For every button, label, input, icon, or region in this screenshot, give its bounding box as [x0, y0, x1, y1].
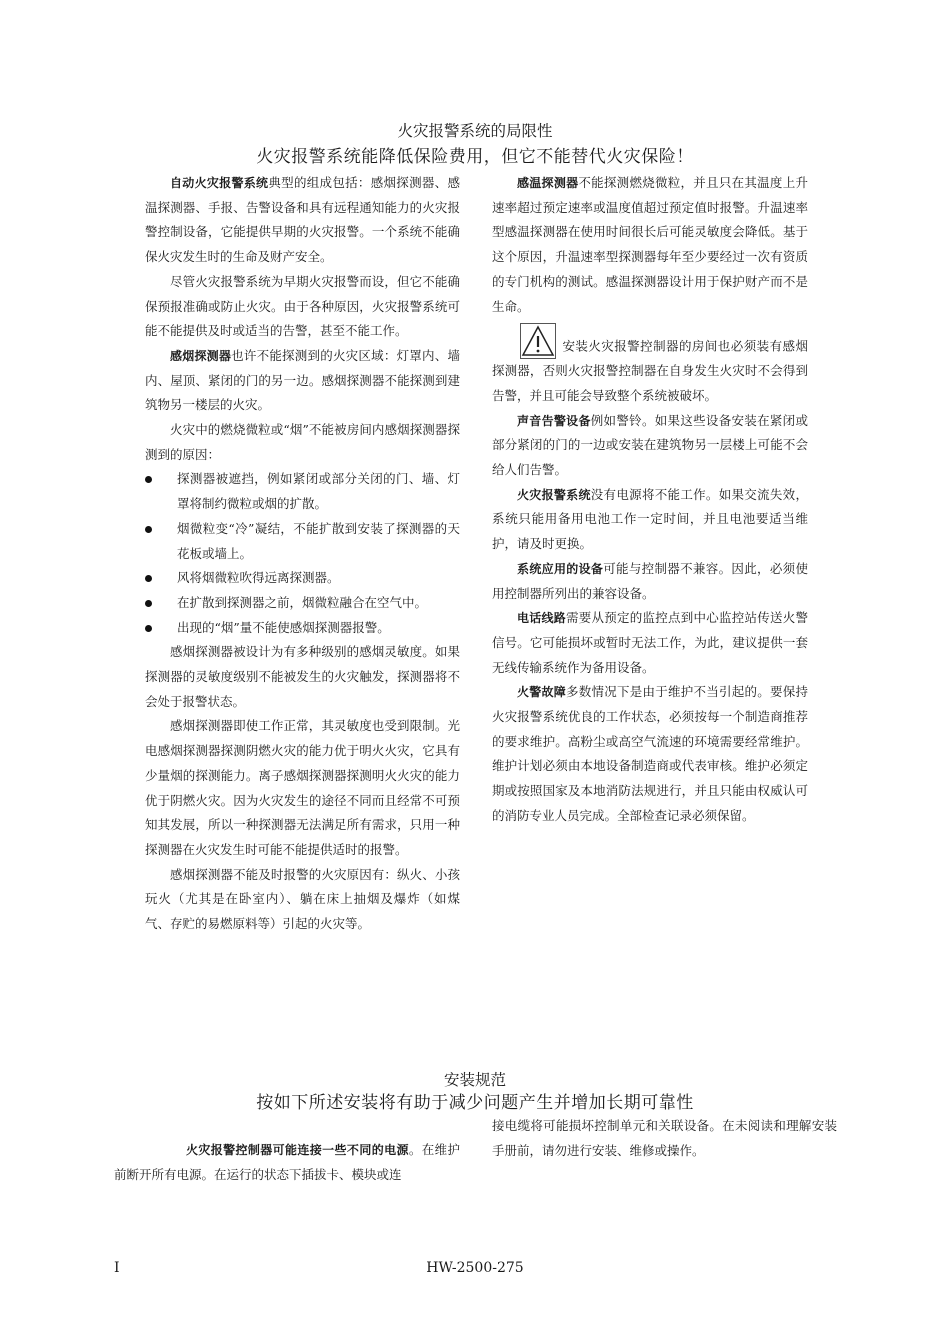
- paragraph-power: [492, 483, 808, 557]
- right-column: [492, 171, 808, 829]
- paragraph-text: 典型的组成包括：感烟探测器、感温探测器、手报、告警设备和具有远程通知能力的火灾报警控制设备，它能提供早期的火灾报警。一个系统不能确保火灾发生时的生命及财产安全。: [145, 175, 460, 265]
- list-item-text: 在扩散到探测器之前，烟微粒融合在空气中。: [177, 594, 428, 610]
- bold-term: 声音告警设备: [517, 413, 591, 428]
- section-title-installation: 安装规范: [443, 1071, 506, 1089]
- paragraph-sensitivity: 感烟探测器被设计为有多种级别的感烟灵敏度。如果探测器的灵敏度级别不能被发生的火灾触发，探测器将不会处于报警状态。: [145, 644, 460, 709]
- bullet-icon: [145, 575, 152, 582]
- bullet-icon: [145, 600, 152, 607]
- paragraph-audible-devices: [492, 409, 808, 483]
- section-subtitle-insurance: 火灾报警系统能降低保险费用，但它不能替代火灾保险！: [256, 147, 694, 167]
- paragraph-fire-causes: 感烟探测器不能及时报警的火灾原因有：纵火、小孩玩火（尤其是在卧室内）、躺在床上抽烟及爆炸（如煤气、存贮的易燃原料等）引起的火灾等。: [145, 866, 460, 932]
- reasons-list: [145, 467, 460, 640]
- paragraph-power-sources: [114, 1138, 460, 1187]
- paragraph-text: 不能探测燃烧微粒，并且只在其温度上升速率超过预定速率或温度值超过预定值时报警。升温速率型感温探测器在使用时间很长后可能灵敏度会降低。基于这个原因，升温速率型探测器每年至少要经过一次有资质的专门机构的测试。感温探测器设计用于保护财产而不是生命。: [492, 175, 808, 314]
- paragraph-phone-lines: [492, 606, 808, 680]
- bold-term: 电话线路: [517, 611, 566, 626]
- bold-term: 自动火灾报警系统: [170, 176, 269, 190]
- installation-left-column: [114, 1138, 460, 1187]
- warning-text: 安装火灾报警控制器的房间也必须装有感烟探测器，否则火灾报警控制器在自身发生火灾时不会得到告警，并且可能会导致整个系统被破坏。: [492, 338, 808, 403]
- paragraph-text: 例如警铃。如果这些设备安装在紧闭或部分紧闭的门的一边或安装在建筑物另一层楼上可能不会给人们告警。: [492, 412, 808, 478]
- paragraph-smoke-reasons-intro: 火灾中的燃烧微粒或“烟”不能被房间内感烟探测器探测到的原因：: [145, 422, 460, 462]
- list-item: [145, 591, 460, 616]
- list-item: [145, 517, 460, 566]
- paragraph-fire-faults: [492, 680, 808, 828]
- list-item-text: 烟微粒变“冷”凝结，不能扩散到安装了探测器的天花板或墙上。: [177, 520, 460, 561]
- paragraph-no-guarantee: 尽管火灾报警系统为早期火灾报警而设，但它不能确保预报准确或防止火灾。由于各种原因，火灾报警系统可能不能提供及时或适当的告警，甚至不能工作。: [145, 273, 460, 339]
- section-title-limitations: 火灾报警系统的局限性: [397, 122, 553, 140]
- bullet-icon: [145, 526, 152, 533]
- paragraph-text: 也许不能探测到的火灾区域：灯罩内、墙内、屋顶、紧闭的门的另一边。感烟探测器不能探测到建筑物另一楼层的火灾。: [145, 347, 460, 413]
- document-code: HW-2500-275: [426, 1260, 524, 1276]
- bold-term: 感烟探测器: [170, 348, 232, 363]
- paragraph-detector-types: 感烟探测器即使工作正常，其灵敏度也受到限制。光电感烟探测器探测阴燃火灾的能力优于明火火灾，它具有少量烟的探测能力。离子感烟探测器探测明火火灾的能力优于阴燃火灾。因为火灾发生的途径不同而且经常不可预知其发展，所以一种探测器无法满足所有需求，只用一种探测器在火灾发生时可能不能提供适时的报警。: [145, 718, 460, 857]
- paragraph-text: 多数情况下是由于维护不当引起的。要保持火灾报警系统优良的工作状态，必须按每一个制造商推荐的要求维护。高粉尘或高空气流速的环境需要经常维护。维护计划必须由本地设备制造商或代表审核。维护必须定期或按照国家及本地消防法规进行，并且只能由权威认可的消防专业人员完成。全部检查记录必须保留。: [492, 684, 808, 823]
- left-column: [145, 171, 460, 937]
- bold-term: 感温探测器: [517, 176, 579, 190]
- list-item: [145, 566, 460, 591]
- bold-term: 火灾报警系统: [517, 487, 591, 502]
- installation-right-column: [492, 1114, 837, 1163]
- bullet-icon: [145, 625, 152, 632]
- bold-term: 火警故障: [517, 685, 566, 700]
- paragraph-compatibility: [492, 557, 808, 606]
- page-number: I: [114, 1260, 120, 1276]
- paragraph-cable-warning: 接电缆将可能损坏控制单元和关联设备。在未阅读和理解安装手册前，请勿进行安装、维修或操作。: [492, 1118, 837, 1158]
- warning-paragraph: [492, 323, 808, 408]
- section-subtitle-reliability: 按如下所述安装将有助于减少问题产生并增加长期可靠性: [256, 1093, 694, 1113]
- paragraph-system-components: [145, 171, 460, 270]
- paragraph-text: 。在维护前断开所有电源。在运行的状态下插拔卡、模块或连: [114, 1142, 460, 1182]
- paragraph-smoke-detector-areas: [145, 344, 460, 418]
- paragraph-heat-detector: [492, 171, 808, 319]
- bold-term: 火灾报警控制器可能连接一些不同的电源: [186, 1143, 409, 1157]
- paragraph-text: 需要从预定的监控点到中心监控站传送火警信号。它可能损坏或暂时无法工作，为此，建议提供一套无线传输系统作为备用设备。: [492, 610, 808, 675]
- paragraph-text: 可能与控制器不兼容。因此，必须使用控制器所列出的兼容设备。: [492, 560, 808, 601]
- list-item-text: 出现的“烟”量不能使感烟探测器报警。: [177, 619, 390, 635]
- list-item-text: 风将烟微粒吹得远离探测器。: [177, 570, 340, 586]
- paragraph-text: 没有电源将不能工作。如果交流失效，系统只能用备用电池工作一定时间，并且电池要适当维护，请及时更换。: [492, 486, 808, 552]
- list-item: [145, 467, 460, 516]
- bullet-icon: [145, 476, 152, 483]
- bold-term: 系统应用的设备: [517, 561, 604, 576]
- list-item-text: 探测器被遮挡，例如紧闭或部分关闭的门、墙、灯罩将制约微粒或烟的扩散。: [177, 471, 460, 512]
- list-item: [145, 616, 460, 641]
- warning-triangle-icon: [520, 323, 556, 359]
